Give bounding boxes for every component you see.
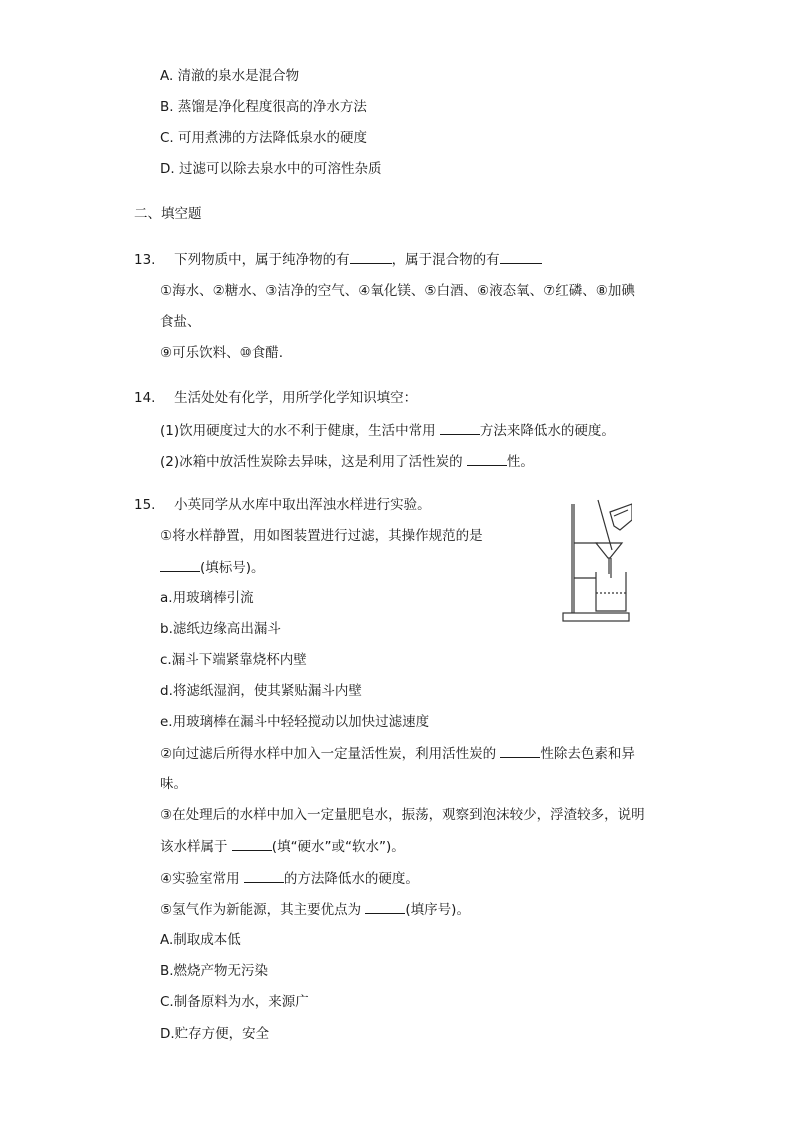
q15-blank4 [244,868,284,883]
q15-item-e: e.用玻璃棒在漏斗中轻轻搅动以加快过滤速度 [160,714,430,730]
q13-blank-pure [350,249,392,264]
q14-stem [134,388,417,408]
q13-line1: ①海水、②糖水、③洁净的空气、④氧化镁、⑤白酒、⑥液态氧、⑦红磷、⑧加碘 [160,283,635,299]
q15-s3-c: (填“硬水”或“软水”)。 [271,839,405,855]
q15-item-b: b.滤纸边缘高出漏斗 [160,621,281,637]
q15-s2 [160,743,635,763]
q15-blank5 [365,899,405,914]
q15-s3-b: 该水样属于 [160,839,232,855]
q15-s3 [160,836,405,856]
q14-part1-b: 方法来降低水的硬度。 [479,423,615,439]
q15-blank3 [232,836,272,851]
q12-option-a: A. 清澈的泉水是混合物 [160,68,300,84]
q15-blank2 [500,743,540,758]
section-title: 二、填空题 [134,206,202,222]
q14-part2 [160,451,534,471]
q15-s4-b: 的方法降低水的硬度。 [283,871,419,887]
q13-line3: ⑨可乐饮料、⑩食醋. [160,345,283,361]
q15-s2-b: 性除去色素和异 [540,746,635,762]
q14-part1 [160,420,615,440]
pouring-beaker [610,504,632,530]
q12-option-b: B. 蒸馏是净化程度很高的净水方法 [160,99,367,115]
q14-blank2 [467,451,507,466]
q14-stem-text: 生活处处有化学，用所学化学知识填空： [174,390,418,406]
q14-blank1 [440,420,480,435]
q15-s1-b: (填标号)。 [200,560,265,576]
q12-option-c: C. 可用煮沸的方法降低泉水的硬度 [160,130,368,146]
q14-part2-b: 性。 [506,454,534,470]
q15-s1-a: ①将水样静置，用如图装置进行过滤，其操作规范的是 [160,528,483,544]
q14-part1-a: (1)饮用硬度过大的水不利于健康，生活中常用 [160,423,440,439]
q15-s2-a: ②向过滤后所得水样中加入一定量活性炭，利用活性炭的 [160,746,501,762]
q15-blank1 [160,557,200,572]
q14-number: 14. [134,390,156,406]
q15-s4 [160,868,419,888]
q15-s5-b: (填序号)。 [405,902,470,918]
q15-s5 [160,899,470,919]
filtration-apparatus-figure [560,498,632,626]
q15-h-option-c: C.制备原料为水，来源广 [160,994,309,1010]
q13-blank-mixture [500,249,542,264]
q15-s4-a: ④实验室常用 [160,871,244,887]
q13-stem-a: 下列物质中，属于纯净物的有 [174,252,350,268]
q15-number: 15. [134,497,156,513]
q15-s5-a: ⑤氢气作为新能源，其主要优点为 [160,902,366,918]
q13-line2: 食盐、 [160,314,201,330]
q15-s2-c: 味。 [160,776,187,792]
q15-item-a: a.用玻璃棒引流 [160,590,254,606]
q13-stem-b: ，属于混合物的有 [391,252,500,268]
q15-stem-text: 小英同学从水库中取出浑浊水样进行实验。 [174,497,431,513]
q15-h-option-b: B.燃烧产物无污染 [160,963,269,979]
q15-item-d: d.将滤纸湿润，使其紧贴漏斗内壁 [160,683,362,699]
q13-number: 13. [134,252,156,268]
q15-h-option-d: D.贮存方便，安全 [160,1026,270,1042]
q15-h-option-a: A.制取成本低 [160,932,241,948]
q14-part2-a: (2)冰箱中放活性炭除去异味，这是利用了活性炭的 [160,454,467,470]
stand-base [563,613,629,621]
q13-stem [134,249,542,269]
q15-s1-b-line [160,557,265,577]
q15-item-c: c.漏斗下端紧靠烧杯内壁 [160,652,307,668]
q15-stem [134,495,431,515]
funnel [596,543,622,558]
q12-option-d: D. 过滤可以除去泉水中的可溶性杂质 [160,161,382,177]
q15-s3-a: ③在处理后的水样中加入一定量肥皂水，振荡，观察到泡沫较少，浮渣较多，说明 [160,807,645,823]
